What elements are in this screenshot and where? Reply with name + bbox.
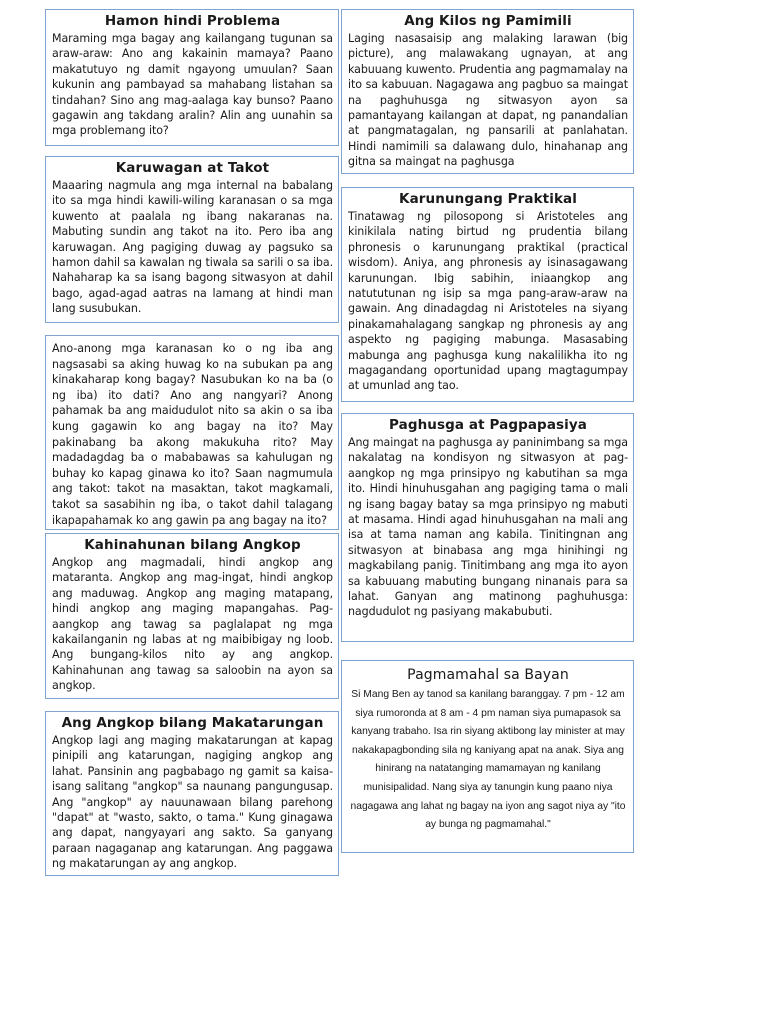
card-ang-kilos-ng-pamimili [341,9,634,174]
card-title: Ang Angkop bilang Makatarungan [61,715,324,731]
card-title: Pagmamahal sa Bayan [407,667,569,683]
card-title: Kahinahunan bilang Angkop [84,537,301,553]
card-body: Angkop ang magmadali, hindi angkop ang mataranta. Angkop ang mag-ingat, hindi angkop ang maduwag. Angkop ang maging matapang, hindi angkop ang maging mapangahas. Pag-aangkop ang tawag sa paglalapat ng mga kakailanganin ng labas at ng maibibigay ng loob. Ang bungang-kilos nito ay ang angkop. Kahinahunan ang tawag sa saloobin na ayon sa angkop. [52,556,333,693]
card-paghusga-at-pagpapasiya [341,413,634,642]
card-reflection-questions [45,335,339,530]
card-body: Maaaring nagmula ang mga internal na babalang ito sa mga hindi kawili-wiling karanasan o sa mga kuwento at paalala ng ibang nakaranas na. Mabuting sundin ang takot na ito. Pero iba ang karuwagan. Ang pagiging duwag ay pagsuko sa hamon dahil sa kawalan ng tiwala sa sarili o sa iba. Nahaharap ka sa isang bagong sitwasyon at dahil bago, agad-agad aatras na lamang at hindi man lang susubukan. [52,179,333,316]
card-title: Karuwagan at Takot [115,160,270,176]
card-body: Tinatawag ng pilosopong si Aristoteles ang kinikilala nating birtud ng prudentia bilang phronesis o karunungang praktikal (practical wisdom). Aniya, ang phronesis ay isinasagawang karunungan. Ibig sabihin, iniaangkop ang natututunan ng isip sa mga pang-araw-araw na gawain. Ang dinadagdag ni Aristoteles na siyang pinakamahalagang sangkap ng phronesis ay ang aspekto ng pagiging mabunga. Masasabing mabunga ang paghusga kung nakalilikha ito ng magagandang oportunidad upang magtagumpay at umunlad ang tao. [348,210,628,393]
card-title: Karunungang Praktikal [399,191,577,207]
card-body: Ang maingat na paghusga ay paninimbang sa mga nakalatag na kondisyon ng sitwasyon at pag-aangkop ng mga prinsipyo ng kabutihan sa mga ito. Hindi hinuhusgahan ang pagiging tama o mali ng isang bagay batay sa mga prinsipyo ng mabuti at masama. Hindi agad hinuhusgahan na mali ang isa at tama naman ang kabila. Tinitingnan ang sitwasyon at binabasa ang mga hinihingi ng magkabilang panig. Tinitimbang ang mga ito ayon sa kabuuang mabuting bungang ninanais para sa lahat. Ganyan ang matinong paghuhusga: nagdudulot ng pasiyang makabubuti. [348,436,628,619]
card-title: Ang Kilos ng Pamimili [404,13,572,29]
card-angkop-bilang-makatarungan [45,711,339,876]
card-karunungang-praktikal [341,187,634,402]
card-body: Laging nasasaisip ang malaking larawan (big picture), ang malawakang ugnayan, at ang kabuuang kuwento. Prudentia ang pagmamalay na ito sa kabuuan. Nagagawa ang pagbuo sa maingat na paghuhusga ng sitwasyon ayon sa pamantayang kailangan at dapat, ng panandalian at pangmatagalan, ng pansarili at panlahatan. Hindi namimili sa dalawang dulo, hinahanap ang gitna sa maingat na paghusga [348,32,628,169]
card-title: Paghusga at Pagpapasiya [388,417,588,433]
card-body: Ano-anong mga karanasan ko o ng iba ang nagsasabi sa aking huwag ko na subukan pa ang kinakaharap kong bagay? Nasubukan ko na ba (o ng iba) ito dati? Ano ang nangyari? Anong pahamak ba ang maidudulot nito sa akin o sa iba kung gagawin ko ang bagay na ito? May pakinabang ba akong makukuha rito? May madadagdag ba o mababawas sa kahulugan ng buhay ko kapag ginawa ko ito? Saan nagmumula ang takot: takot na masaktan, takot magkamali, takot sa sasabihin ng iba, o takot dahil talagang ikapapahamak ko ang gawin pa ang bagay na ito? [52,342,333,527]
card-body: Si Mang Ben ay tanod sa kanilang baranggay. 7 pm - 12 am siya rumoronda at 8 am - 4 pm naman siya pumapasok sa kanyang trabaho. Isa rin siyang aktibong lay minister at may nakakapagbonding sila ng kaniyang apat na anak. Siya ang hinirang na natatanging mamamayan ng kanilang munisipalidad. Nang siya ay tanungin kung paano niya nagagawa ang lahat ng bagay na iyon ang sagot niya ay "ito ay bunga ng pagmamahal." [350,689,626,831]
card-hamon-hindi-problema [45,9,339,146]
card-body: Maraming mga bagay ang kailangang tugunan sa araw-araw: Ano ang kakainin mamaya? Paano makatutuyo ng damit ngayong umuulan? Saan kukunin ang pambayad sa mahabang listahan sa tindahan? Sino ang mag-aalaga kay bunso? Paano gagawin ang takdang aralin? Alin ang uunahin sa mga problemang ito? [52,32,333,138]
card-title: Hamon hindi Problema [104,13,281,29]
card-pagmamahal-sa-bayan [341,660,634,853]
card-karuwagan-at-takot [45,156,339,323]
card-kahinahunan-bilang-angkop [45,533,339,699]
card-body: Angkop lagi ang maging makatarungan at kapag pinipili ang katarungan, nagiging angkop ang lahat. Pansinin ang pagbabago ng gamit sa kaisa-isang salitang "angkop" sa naunang pangungusap. Ang "angkop" ay nauunawaan bilang parehong "dapat" at "wasto, sakto, o tama." Kung ginagawa ang dapat, nangyayari ang sakto. Sa ganyang paraan nagaganap ang katarungan. Ang paggawa ng makatarungan ay ang angkop. [52,734,333,871]
